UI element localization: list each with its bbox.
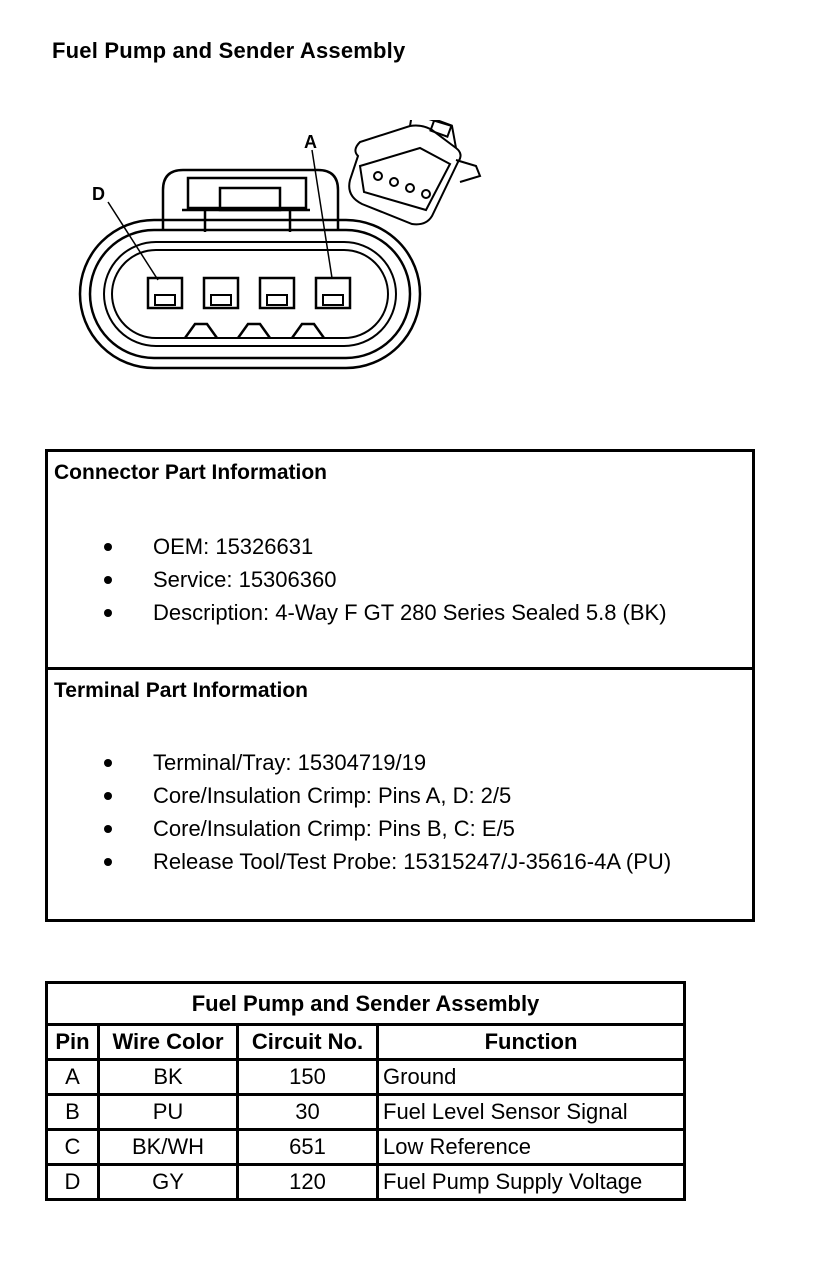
table-caption: Fuel Pump and Sender Assembly [47, 983, 685, 1025]
cell-function: Low Reference [378, 1130, 685, 1165]
connector-part-information: Connector Part Information OEM: 15326631 Service: 15306360 Description: 4-Way F GT 280 Series Sealed 5.8 (BK) [48, 452, 752, 670]
page-title: Fuel Pump and Sender Assembly [52, 38, 406, 63]
bullet-icon [104, 543, 112, 551]
bullet-icon [104, 825, 112, 833]
cell-circuit-no: 150 [238, 1060, 378, 1095]
part-information-box [45, 449, 755, 922]
bullet-icon [104, 609, 112, 617]
table-caption-row [47, 983, 685, 1025]
header-circuit-no: Circuit No. [238, 1025, 378, 1060]
bullet-icon [104, 792, 112, 800]
table-row [47, 1130, 685, 1165]
cell-wire-color: BK/WH [99, 1130, 238, 1165]
connector-info-title: Connector Part Information [54, 461, 328, 484]
terminal-part-information: Terminal Part Information Terminal/Tray: 15304719/19 Core/Insulation Crimp: Pins A, D: 2/5 Core/Insulation Crimp: Pins B, C: E/5 Release Tool/Test Probe: 15315247/J-35616-4A (PU) [54, 679, 672, 874]
cell-wire-color: PU [99, 1095, 238, 1130]
header-function: Function [378, 1025, 685, 1060]
cell-circuit-no: 30 [238, 1095, 378, 1130]
bullet-icon [104, 759, 112, 767]
table-row [47, 1165, 685, 1200]
cell-function: Fuel Level Sensor Signal [378, 1095, 685, 1130]
table-header-row [47, 1025, 685, 1060]
leader-line-d [108, 202, 158, 280]
table-row [47, 1095, 685, 1130]
cell-circuit-no: 120 [238, 1165, 378, 1200]
bullet-icon [104, 576, 112, 584]
cell-circuit-no: 651 [238, 1130, 378, 1165]
connector-diagram [60, 120, 540, 390]
bullet-icon [104, 858, 112, 866]
cell-wire-color: GY [99, 1165, 238, 1200]
cell-wire-color: BK [99, 1060, 238, 1095]
terminal-info-title: Terminal Part Information [54, 679, 308, 702]
cell-function: Ground [378, 1060, 685, 1095]
connector-3d-view [349, 120, 480, 224]
cell-function: Fuel Pump Supply Voltage [378, 1165, 685, 1200]
cell-pin: C [47, 1130, 99, 1165]
cell-pin: B [47, 1095, 99, 1130]
header-wire-color: Wire Color [99, 1025, 238, 1060]
table-row [47, 1060, 685, 1095]
cell-pin: A [47, 1060, 99, 1095]
cell-pin: D [47, 1165, 99, 1200]
pin-label-d: D [92, 184, 105, 204]
header-pin: Pin [47, 1025, 99, 1060]
pin-label-a: A [304, 132, 317, 152]
connector-latch [188, 178, 306, 208]
pin-table [45, 981, 686, 1201]
